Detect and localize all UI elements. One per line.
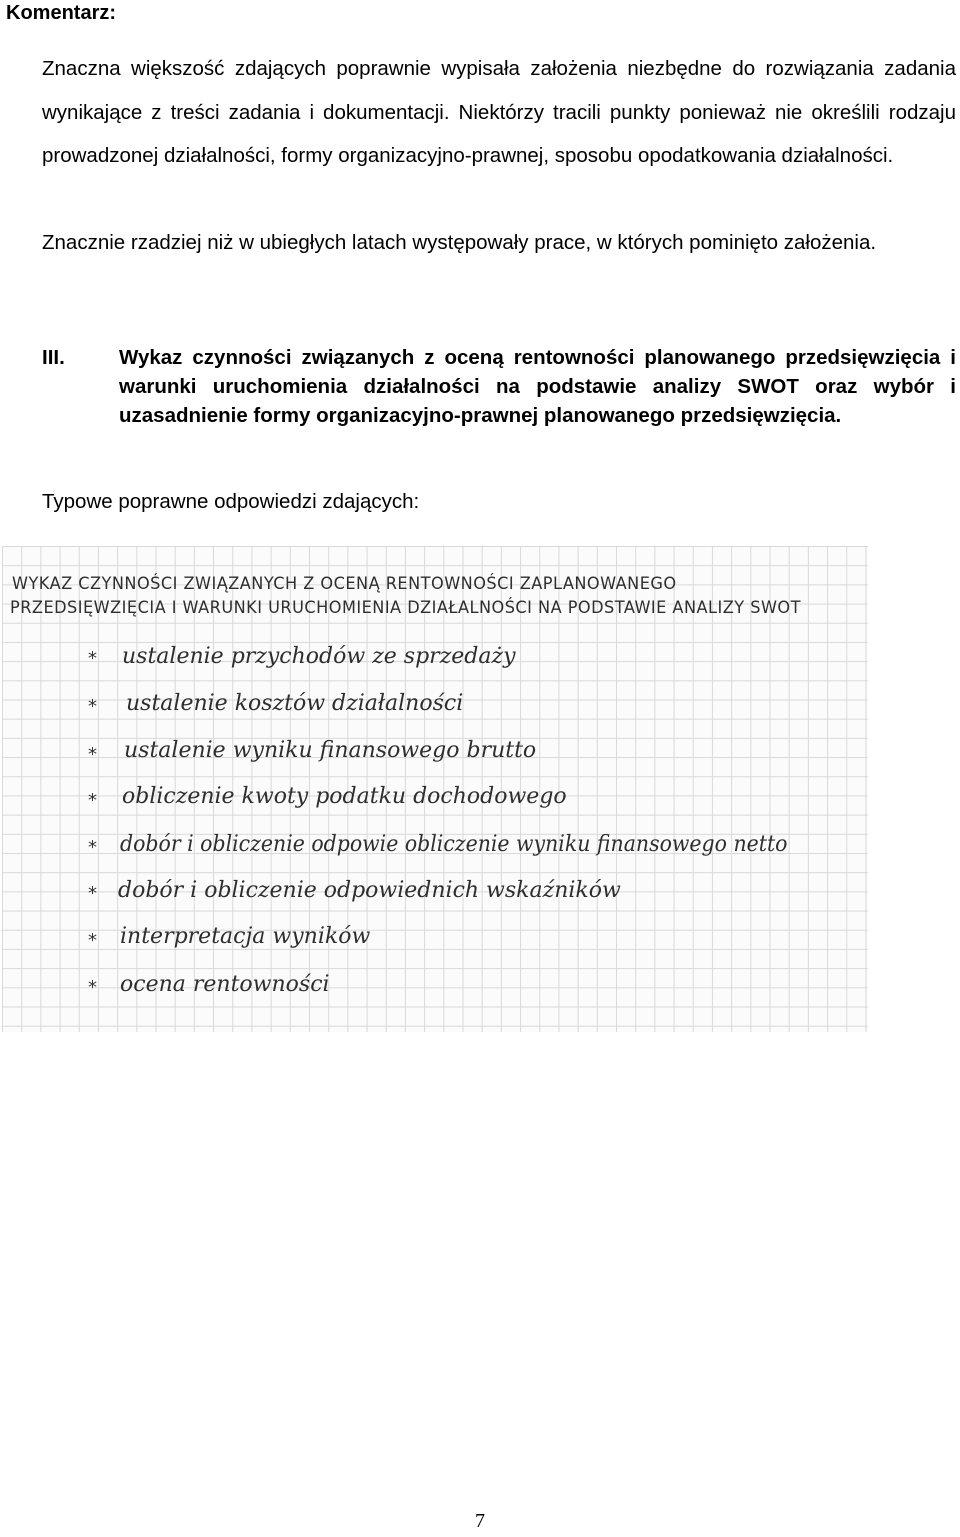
handwritten-item: dobór i obliczenie odpowiednich wskaźników xyxy=(118,878,621,903)
handwritten-bullet: * xyxy=(88,837,97,858)
handwritten-item: obliczenie kwoty podatku dochodowego xyxy=(122,784,567,809)
handwritten-bullet: * xyxy=(88,744,97,765)
comment-heading: Komentarz: xyxy=(6,2,117,24)
comment-paragraph-1: Znaczna większość zdających poprawnie wypisała założenia niezbędne do rozwiązania zadania wynikające z treści zadania i dokumentacji. Niektórzy tracili punkty ponieważ nie określili rodzaju prowadzonej działalności, formy organizacyjno-prawnej, sposobu opodatkowania działalności. xyxy=(42,57,956,167)
page-number: 7 xyxy=(475,1510,485,1532)
handwritten-bullet: * xyxy=(88,790,97,811)
handwritten-item: interpretacja wyników xyxy=(120,924,371,949)
handwritten-bullet: * xyxy=(88,977,97,998)
handwritten-item: ustalenie wyniku finansowego brutto xyxy=(124,738,537,763)
handwritten-bullet: * xyxy=(88,883,97,904)
handwritten-title-line-2: PRZEDSIĘWZIĘCIA I WARUNKI URUCHOMIENIA DZIAŁALNOŚCI NA PODSTAWIE ANALIZY SWOT xyxy=(10,598,801,618)
section-iii xyxy=(42,343,956,430)
handwritten-bullet: * xyxy=(88,648,97,669)
handwritten-item: ustalenie kosztów działalności xyxy=(126,691,464,716)
handwritten-answer-scan xyxy=(2,546,868,1032)
section-number: III. xyxy=(42,346,65,369)
section-text: Wykaz czynności związanych z oceną rentowności planowanego przedsięwzięcia i warunki uruchomienia działalności na podstawie analizy SWOT oraz wybór i uzasadnienie formy organizacyjno-prawnej planowanego przedsięwzięcia. xyxy=(119,346,956,427)
handwritten-item: ustalenie przychodów ze sprzedaży xyxy=(122,644,516,669)
handwritten-bullet: * xyxy=(88,696,97,717)
handwritten-item: dobór i obliczenie odpowie obliczenie wyniku finansowego netto xyxy=(120,832,788,857)
comment-paragraph-2: Znacznie rzadziej niż w ubiegłych latach występowały prace, w których pominięto założenia. xyxy=(42,231,877,254)
handwritten-title-line-1: WYKAZ CZYNNOŚCI ZWIĄZANYCH Z OCENĄ RENTOWNOŚCI ZAPLANOWANEGO xyxy=(12,574,677,594)
handwritten-item: ocena rentowności xyxy=(120,972,330,997)
answers-title: Typowe poprawne odpowiedzi zdających: xyxy=(42,490,420,513)
handwritten-bullet: * xyxy=(88,930,97,951)
